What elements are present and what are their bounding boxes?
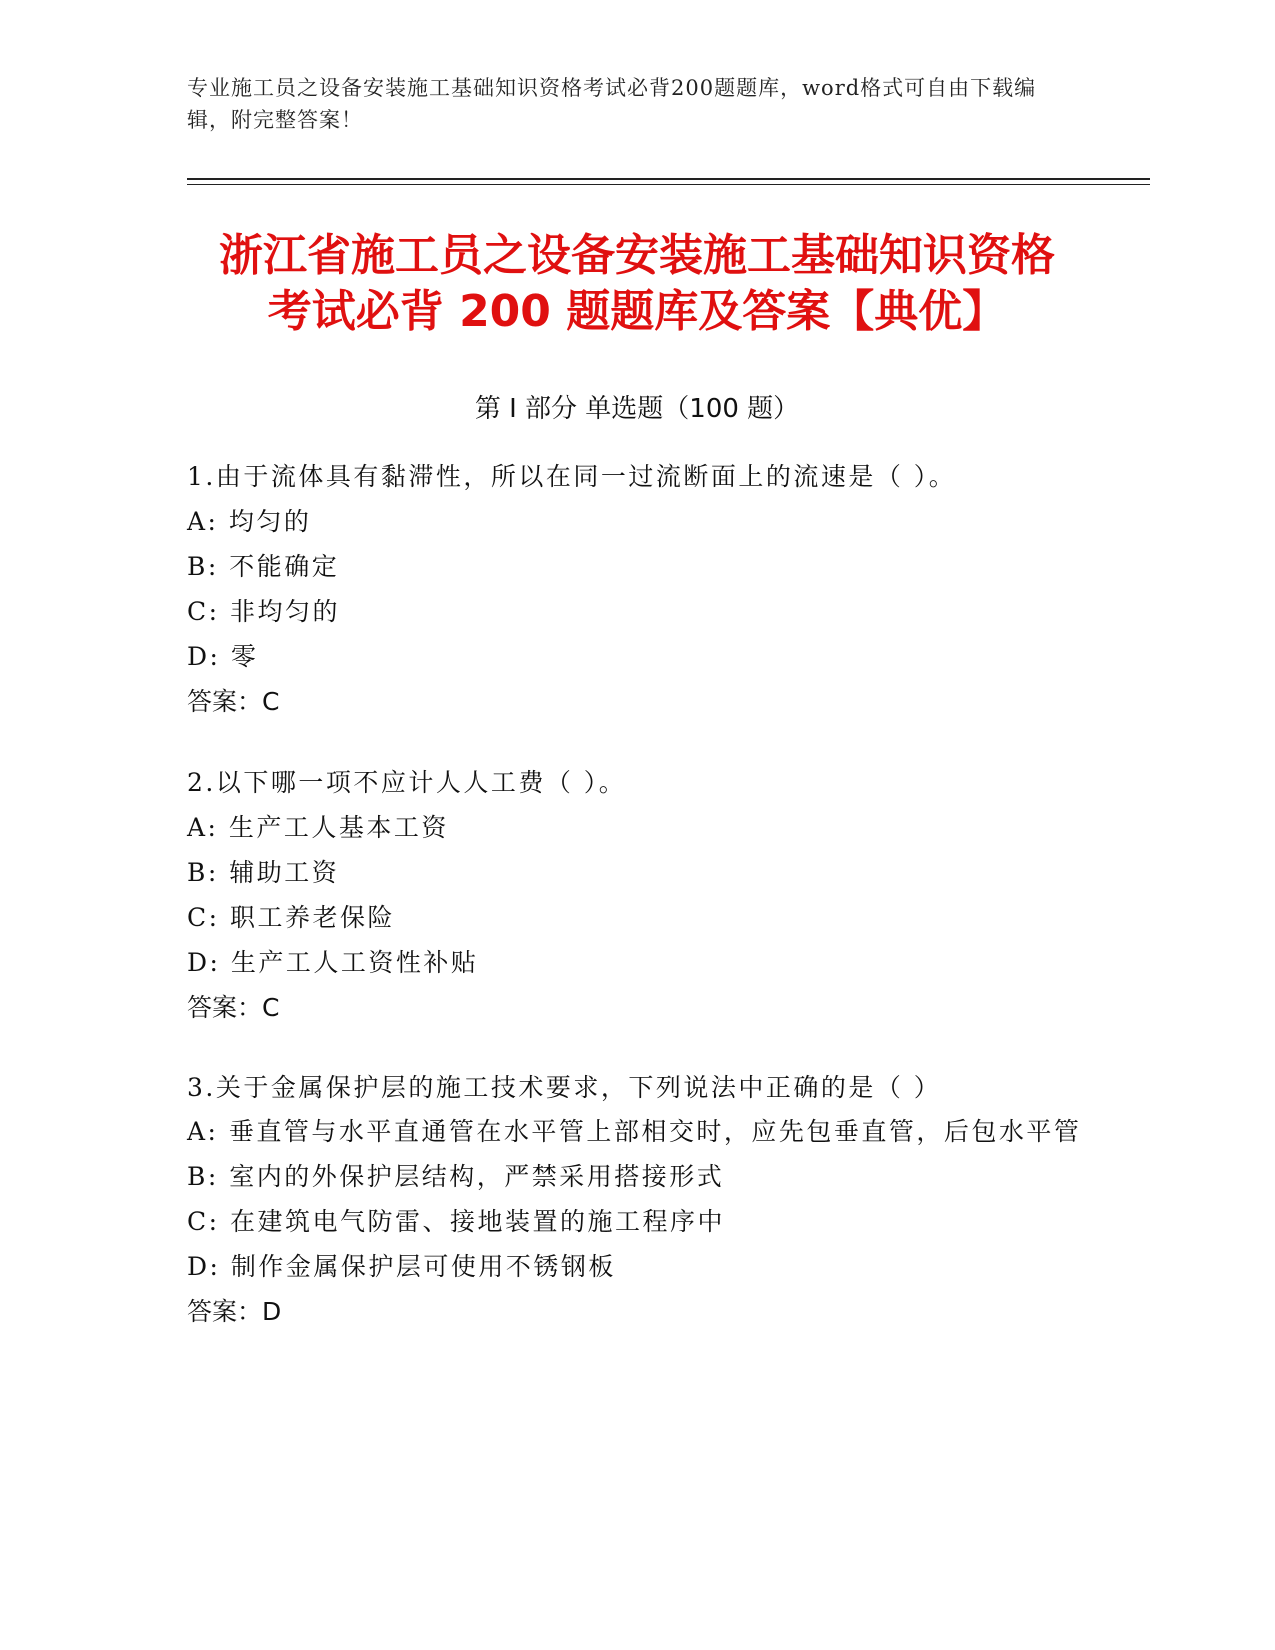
header-rule-thin xyxy=(187,184,1150,185)
header-rule-thick xyxy=(187,178,1150,180)
title-line-2: 考试必背 200 题题库及答案【典优】 xyxy=(267,286,1007,337)
question-3 xyxy=(187,1065,1087,1334)
answer-label: 答案：C xyxy=(187,993,280,1022)
header-note: 专业施工员之设备安装施工基础知识资格考试必背200题题库，word格式可自由下载编辑，附完整答案！ xyxy=(187,76,1037,132)
option-c: C: 在建筑电气防雷、接地装置的施工程序中 xyxy=(187,1207,725,1236)
question-stem: 3.关于金属保护层的施工技术要求，下列说法中正确的是（ ） xyxy=(187,1073,942,1102)
question-2 xyxy=(187,760,1087,1030)
answer-label: 答案：D xyxy=(187,1297,282,1326)
question-stem: 1.由于流体具有黏滞性，所以在同一过流断面上的流速是（ ）。 xyxy=(187,462,957,491)
question-stem: 2.以下哪一项不应计人人工费（ ）。 xyxy=(187,768,627,797)
document-title xyxy=(187,228,1087,340)
option-a: A: 垂直管与水平直通管在水平管上部相交时，应先包垂直管，后包水平管 xyxy=(187,1117,1082,1146)
section-heading: 第 I 部分 单选题（100 题） xyxy=(474,394,800,424)
option-c: C: 非均匀的 xyxy=(187,597,340,626)
option-c: C: 职工养老保险 xyxy=(187,903,395,932)
option-b: B: 室内的外保护层结构，严禁采用搭接形式 xyxy=(187,1162,725,1191)
option-b: B: 不能确定 xyxy=(187,552,340,581)
question-1 xyxy=(187,454,1087,724)
answer-label: 答案：C xyxy=(187,687,280,716)
option-d: D: 零 xyxy=(187,642,259,671)
title-line-1: 浙江省施工员之设备安装施工基础知识资格 xyxy=(219,230,1055,281)
option-a: A: 生产工人基本工资 xyxy=(187,813,449,842)
option-d: D: 制作金属保护层可使用不锈钢板 xyxy=(187,1252,616,1281)
option-a: A: 均匀的 xyxy=(187,507,312,536)
option-b: B: 辅助工资 xyxy=(187,858,340,887)
option-d: D: 生产工人工资性补贴 xyxy=(187,948,479,977)
